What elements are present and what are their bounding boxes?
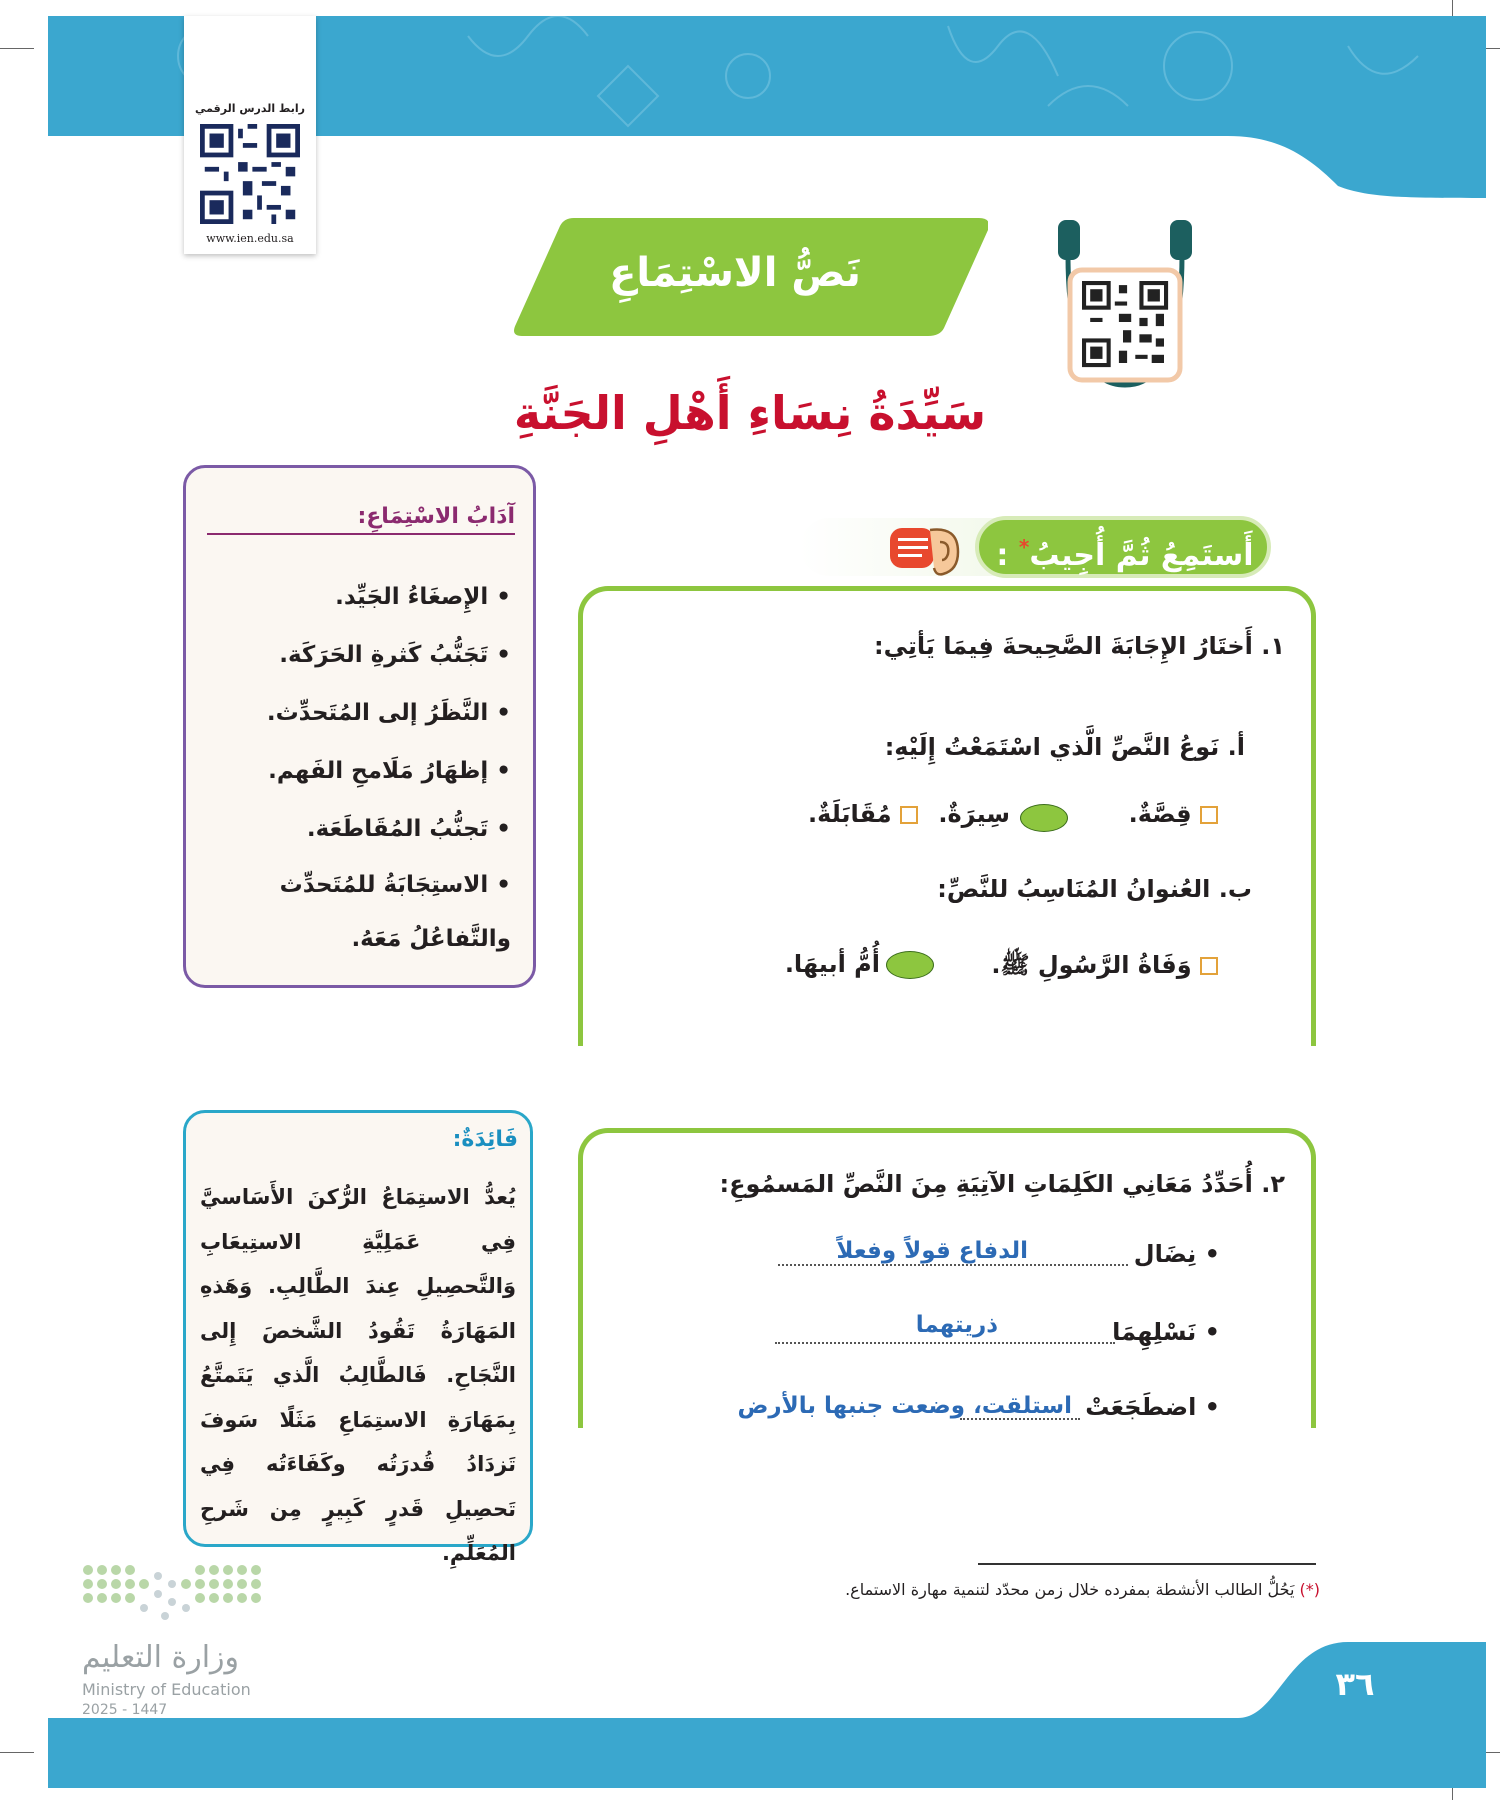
option-prophet-death[interactable]: وَفَاةُ الرَّسُولِ ﷺ. (991, 950, 1218, 985)
headphones-icon[interactable] (1050, 215, 1200, 390)
bullet-icon: • (496, 872, 511, 898)
digital-lesson-label: رابط الدرس الرقمي (195, 102, 305, 115)
listen-answer-label: أَستَمِعُ ثُمَّ أُجِيبُ* : (996, 535, 1254, 573)
listening-etiquette-box (183, 465, 536, 988)
option-biography[interactable]: سِيرَةٌ. (938, 800, 1010, 828)
digital-lesson-card[interactable] (184, 16, 316, 254)
answer-line (775, 1342, 1115, 1344)
checkbox-icon[interactable] (1200, 957, 1218, 975)
option-story[interactable]: قِصَّةٌ. (1129, 800, 1218, 828)
bullet-icon: • (496, 642, 511, 668)
lesson-title: سَيِّدَةُ نِسَاءِ أَهْلِ الجَنَّةِ (513, 386, 987, 440)
bullet-icon: • (496, 700, 511, 726)
digital-lesson-url[interactable]: www.ien.edu.sa (206, 232, 294, 245)
selected-answer-mark (1020, 804, 1068, 832)
vocab-answer[interactable]: ذريتهما (915, 1312, 998, 1338)
vocab-item: • نَسْلِهِمَا (1112, 1318, 1220, 1346)
bullet-icon: • (496, 758, 511, 784)
etiquette-list (200, 568, 511, 966)
footnote-rule (978, 1563, 1316, 1565)
vocab-item: • اضطَجَعَتْ (1085, 1393, 1220, 1421)
benefit-box (183, 1110, 533, 1565)
answer-line (778, 1264, 1128, 1266)
checkbox-icon[interactable] (900, 806, 918, 824)
page-number: ٣٦ (1335, 1665, 1375, 1703)
question1b-prompt: ب. العُنوانُ المُنَاسِبُ للنَّصِّ: (937, 875, 1252, 903)
question1-prompt: ١. أَختَارُ الإِجَابَةَ الصَّحِيحةَ فِيمَا يَأتِي: (873, 632, 1285, 660)
footnote: (*) يَحُلُّ الطالب الأنشطة بمفرده خلال زمن محدّد لتنمية مهارة الاستماع. (845, 1580, 1320, 1599)
crop-mark (0, 1752, 34, 1753)
etiquette-heading: آدَابُ الاسْتِمَاعِ: (207, 504, 515, 535)
list-item: •تَجنُّبُ المُقَاطَعَة. (306, 816, 511, 842)
qr-code-icon[interactable] (200, 124, 300, 224)
vocab-answer[interactable]: استلقت، وضعت جنبها بالأرض (737, 1393, 1072, 1419)
ministry-arabic-name: وزارة التعليم (82, 1640, 240, 1675)
list-item: •النَّظَرُ إلى المُتَحدِّث. (266, 700, 511, 726)
section-title: نَصُّ الاسْتِمَاعِ (609, 250, 861, 296)
option-interview[interactable]: مُقَابَلَةٌ. (808, 800, 918, 828)
crop-mark (0, 48, 34, 49)
option-mother-of-her-father[interactable]: أُمُّ أبيهَا. (784, 950, 880, 978)
bullet-icon: • (496, 584, 511, 610)
bullet-icon: • (496, 816, 511, 842)
vocab-answer[interactable]: الدفاع قولاً وفعلاً (836, 1238, 1028, 1264)
question1a-prompt: أ. نَوعُ النَّصِّ الَّذي اسْتَمَعْتُ إِلَيْهِ: (884, 733, 1245, 761)
ear-speech-icon (888, 520, 963, 580)
list-item: •الإِصغَاءُ الجَيِّد. (335, 584, 511, 610)
benefit-text: يُعدُّ الاستِمَاعُ الرُّكنَ الأَسَاسيَّ فِي عَمَلِيَّةِ الاستِيعَابِ وَالتَّحصِيلِ عِندَ الطَّالِبِ. وَهَذهِ المَهَارَةُ تَقُودُ الشَّخصَ إِلى النَّجَاحِ. فَالطَّالِبُ الَّذي يَتَمتَّعُ بِمَهَارَةِ الاستِمَاعِ مَثَلًا سَوفَ تَزدَادُ قُدرَتُه وكَفَاءَتُه فِي تَحصِيلِ قَدرٍ كَبِيرٍ مِن شَرحِ المُعَلِّمِ. (200, 1185, 516, 1565)
ministry-english-name: Ministry of Education (82, 1680, 251, 1699)
question2-prompt: ٢. أُحَدِّدُ مَعَانِي الكَلِمَاتِ الآتِيَةِ مِنَ النَّصِّ المَسمُوعِ: (719, 1170, 1285, 1198)
list-item: •الاستِجَابَةُ للمُتَحدِّث والتَّفاعُلُ مَعَهُ. (279, 872, 511, 952)
selected-answer-mark (886, 951, 934, 979)
ministry-year: 2025 - 1447 (82, 1702, 168, 1718)
benefit-heading: فَائِدَةٌ: (452, 1127, 518, 1152)
checkbox-icon[interactable] (1200, 806, 1218, 824)
list-item: •إظهَارُ مَلَامحِ الفَهم. (268, 758, 511, 784)
vocab-item: • نِضَال (1133, 1240, 1220, 1268)
list-item: •تَجَنُّبُ كَثرةِ الحَرَكَة. (279, 642, 511, 668)
